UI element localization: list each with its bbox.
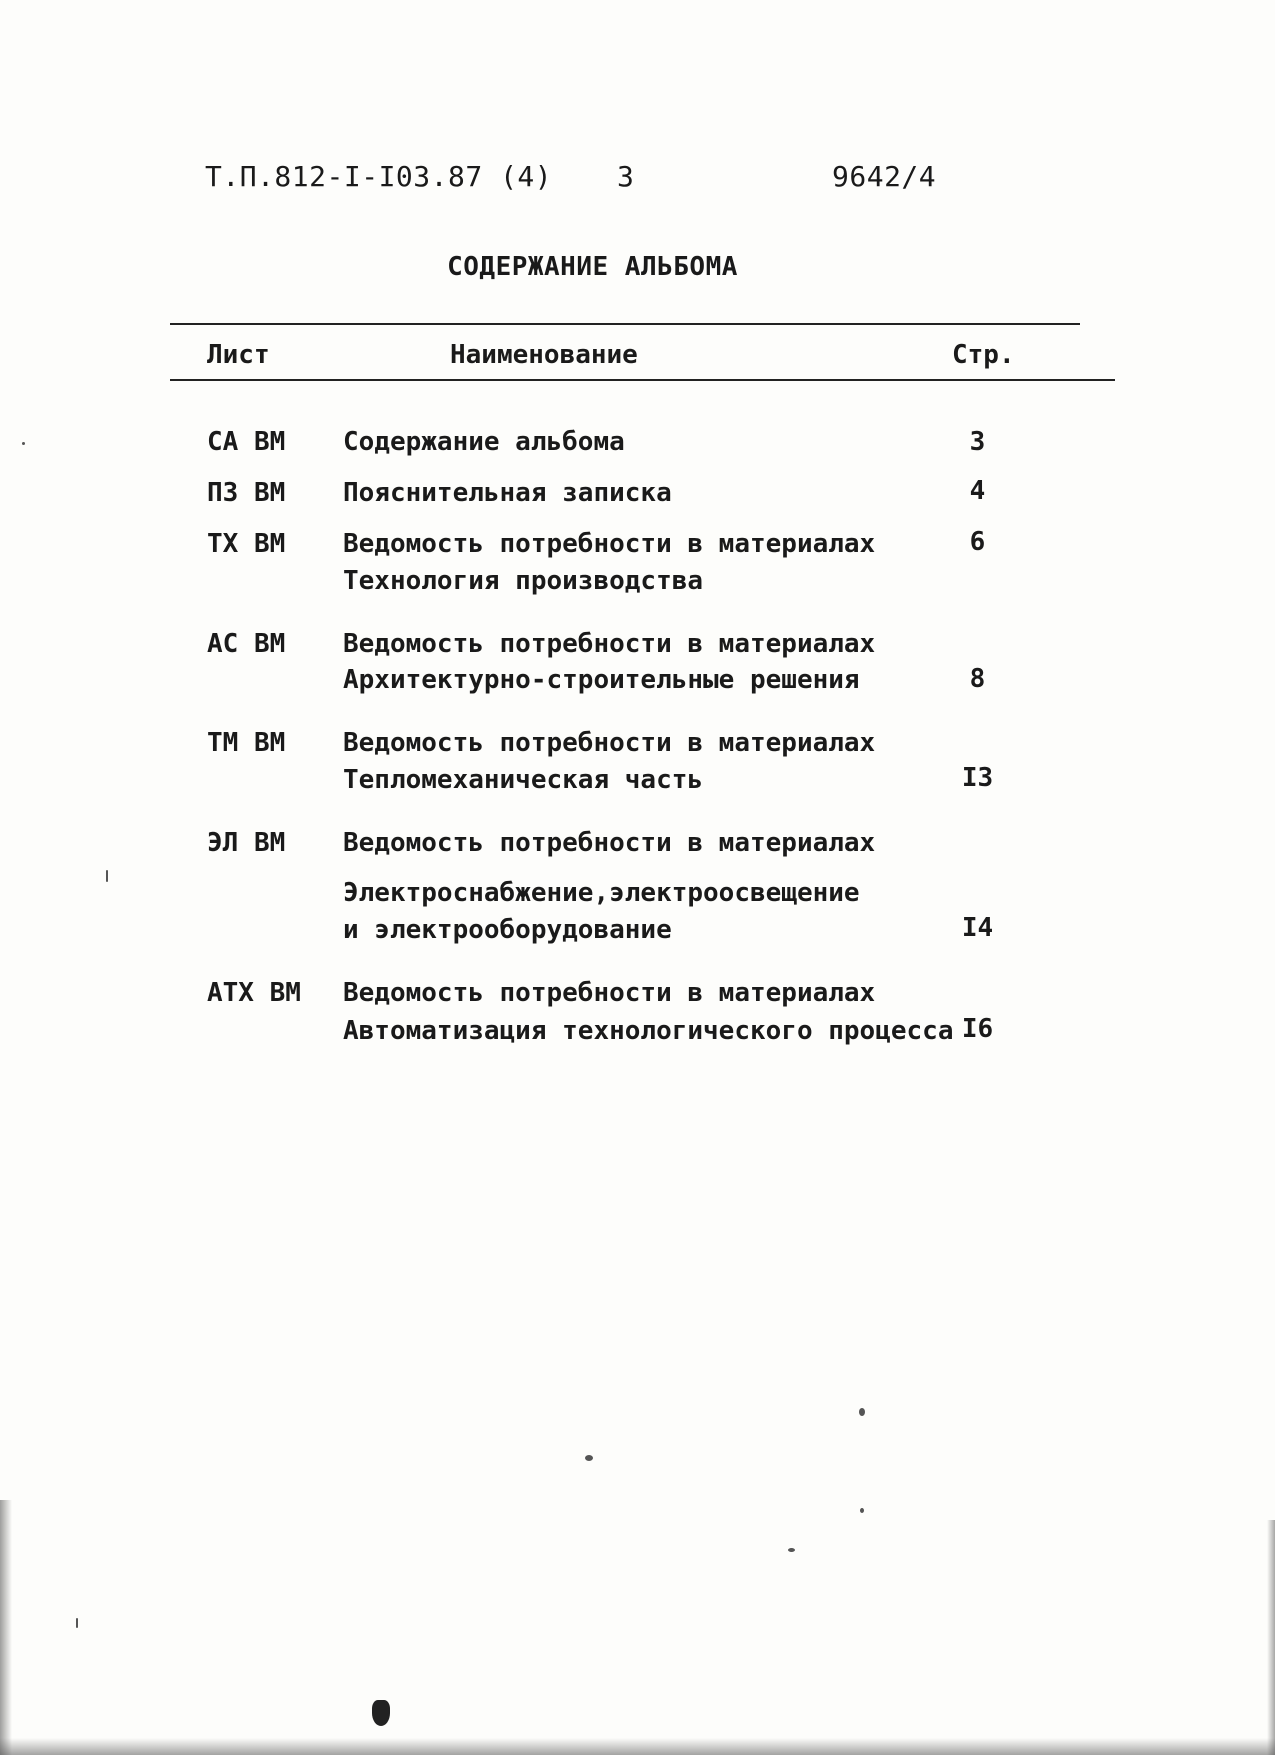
column-header-page: Стр. bbox=[952, 340, 1015, 370]
row-page: 4 bbox=[969, 476, 986, 506]
row-name-line: Ведомость потребности в материалах bbox=[343, 728, 876, 758]
row-sheet-code: АС ВМ bbox=[207, 629, 286, 659]
row-name-line: Технология производства bbox=[343, 566, 704, 596]
column-header-sheet: Лист bbox=[207, 340, 270, 370]
row-name-line: Электроснабжение,электроосвещение bbox=[343, 878, 860, 908]
row-page: I6 bbox=[961, 1014, 994, 1044]
row-sheet-code: ТМ ВМ bbox=[207, 728, 286, 758]
row-page: 6 bbox=[969, 527, 986, 557]
scan-speck bbox=[788, 1548, 795, 1552]
scan-speck bbox=[860, 1508, 864, 1513]
row-sheet-code: ПЗ ВМ bbox=[207, 478, 286, 508]
scan-edge-bottom bbox=[0, 1738, 1275, 1755]
row-name-line: Автоматизация технологического процесса bbox=[343, 1016, 954, 1046]
page-number: 3 bbox=[617, 160, 635, 193]
scan-speck bbox=[372, 1700, 390, 1726]
document-code: Т.П.812-I-I03.87 (4) bbox=[205, 160, 553, 193]
row-name-line: Ведомость потребности в материалах bbox=[343, 828, 876, 858]
document-number: 9642/4 bbox=[832, 160, 937, 193]
row-sheet-code: АТХ ВМ bbox=[207, 978, 301, 1008]
scan-edge-left bbox=[0, 1500, 12, 1755]
row-name-line: Архитектурно-строительные решения bbox=[343, 665, 860, 695]
scan-speck bbox=[22, 442, 25, 445]
row-sheet-code: ТХ ВМ bbox=[207, 529, 286, 559]
row-sheet-code: ЭЛ ВМ bbox=[207, 828, 286, 858]
row-name-line: Ведомость потребности в материалах bbox=[343, 978, 876, 1008]
row-name-line: Содержание альбома bbox=[343, 427, 625, 457]
column-header-name: Наименование bbox=[450, 340, 638, 370]
row-page: I4 bbox=[961, 913, 994, 943]
row-name-line: Пояснительная записка bbox=[343, 478, 672, 508]
row-page: 3 bbox=[969, 427, 986, 457]
table-header-rule bbox=[170, 379, 1115, 381]
row-page: 8 bbox=[969, 664, 986, 694]
page-title: СОДЕРЖАНИЕ АЛЬБОМА bbox=[447, 252, 738, 282]
scan-speck bbox=[585, 1455, 593, 1461]
row-name-line: Ведомость потребности в материалах bbox=[343, 629, 876, 659]
scan-edge-right bbox=[1267, 1520, 1275, 1755]
row-page: I3 bbox=[961, 763, 994, 793]
row-name-line: Ведомость потребности в материалах bbox=[343, 529, 876, 559]
scan-speck bbox=[859, 1408, 865, 1416]
row-name-line: и электрооборудование bbox=[343, 915, 672, 945]
row-sheet-code: СА ВМ bbox=[207, 427, 286, 457]
row-name-line: Тепломеханическая часть bbox=[343, 765, 704, 795]
scan-speck bbox=[106, 870, 108, 882]
scan-speck bbox=[76, 1618, 78, 1628]
table-top-rule bbox=[170, 323, 1080, 325]
